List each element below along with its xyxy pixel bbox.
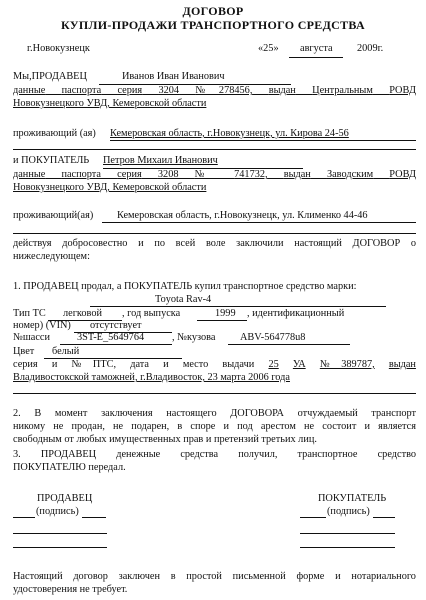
body-value: ABV-564778u8: [240, 332, 306, 343]
year-value: 1999: [215, 308, 236, 319]
buyer-residence-label: проживающий(ая): [13, 210, 94, 221]
buyer-sign-line-right: [373, 517, 395, 518]
buyer-residence-underline: [102, 222, 416, 223]
clause2-line1: 2. В момент заключения настоящего ДОГОВОРА отчуждаемый транспорт: [13, 408, 416, 419]
pts-line2: Владивостокской таможней, г.Владивосток, 23 марта 2006 года: [13, 372, 290, 383]
contract-date-day: «25»: [258, 43, 279, 54]
year-label: , год выпуска: [122, 308, 181, 319]
color-label: Цвет: [13, 346, 35, 357]
buyer-passport-line2: Новокузнецкого УВД, Кемеровской области: [13, 182, 207, 193]
seller-sign-line-right: [82, 517, 106, 518]
contract-city: г.Новокузнецк: [27, 43, 90, 54]
seller-prefix: Мы,ПРОДАВЕЦ: [13, 71, 87, 82]
buyer-name-line-2: [300, 547, 395, 548]
document-subtitle: КУПЛИ-ПРОДАЖИ ТРАНСПОРТНОГО СРЕДСТВА: [61, 18, 365, 32]
chassis-underline: [60, 344, 172, 345]
seller-sign-line-left: [13, 517, 35, 518]
seller-sign-label: ПРОДАВЕЦ: [37, 493, 93, 504]
date-month-underline: [289, 57, 343, 58]
clause1-intro: 1. ПРОДАВЕЦ продал, а ПОКУПАТЕЛЬ купил транспортное средство марки:: [13, 281, 357, 292]
acting-clause-line2: нижеследующем:: [13, 251, 90, 262]
seller-blank-line: [13, 149, 416, 150]
clause2-line3: свободным от любых имущественных прав и претензий третьих лиц.: [13, 434, 317, 445]
pts-line1: серия и №ПТС, дата и место выдачи 25 УА №389787, выдан: [13, 359, 416, 370]
pts-blank-line: [13, 393, 416, 394]
vin-label: номер) (VIN): [13, 320, 71, 331]
color-value: белый: [52, 346, 80, 357]
buyer-name-line-1: [300, 533, 395, 534]
year-underline: [197, 320, 247, 321]
buyer-name: Петров Михаил Иванович: [103, 155, 218, 166]
seller-passport-line2: Новокузнецкого УВД, Кемеровской области: [13, 98, 207, 109]
clause3-line2: ПОКУПАТЕЛЮ передал.: [13, 462, 126, 473]
clause2-line2: никому не продан, не подарен, в споре и под арестом не состоит и является: [13, 421, 416, 432]
clause3-line1: 3. ПРОДАВЕЦ денежные средства получил, транспортное средство: [13, 449, 417, 460]
chassis-label: №шасси: [13, 332, 50, 343]
acting-clause-line1: действуя добросовестно и по всей воле заключили настоящий ДОГОВОР о: [13, 238, 416, 249]
seller-residence-label: проживающий (ая): [13, 128, 96, 139]
vin-value: отсутствует: [90, 320, 142, 331]
seller-signature-caption: (подпись): [36, 506, 79, 517]
body-underline: [228, 344, 350, 345]
seller-name-line-1: [13, 533, 107, 534]
contract-date-year: 2009г.: [357, 43, 384, 54]
type-value: легковой: [63, 308, 103, 319]
buyer-residence: Кемеровская область, г.Новокузнецк, ул. Клименко 44-46: [117, 210, 368, 221]
seller-passport-line1: данные паспорта серия 3204 №278456, выдан Центральным РОВД: [13, 85, 416, 96]
buyer-sign-label: ПОКУПАТЕЛЬ: [318, 493, 387, 504]
contract-date-month: августа: [300, 43, 333, 54]
id-label: , идентификационный: [247, 308, 345, 319]
vehicle-make-underline: [90, 306, 386, 307]
seller-residence: Кемеровская область, г.Новокузнецк, ул. Кирова 24-56: [110, 128, 349, 139]
vehicle-make: Toyota Rav-4: [155, 294, 212, 305]
closing-line1: Настоящий договор заключен в простой письменной форме и нотариального: [13, 571, 416, 582]
buyer-blank-line: [13, 233, 416, 234]
body-label: , №кузова: [172, 332, 216, 343]
buyer-sign-line-left: [300, 517, 326, 518]
seller-name: Иванов Иван Иванович: [122, 71, 225, 82]
type-label: Тип ТС: [13, 308, 46, 319]
chassis-value: 3ST-E_5649764: [77, 332, 145, 343]
seller-name-line-2: [13, 547, 107, 548]
buyer-signature-caption: (подпись): [327, 506, 370, 517]
document-title: ДОГОВОР: [182, 4, 244, 18]
seller-residence-underline: [110, 140, 416, 141]
buyer-passport-line1: данные паспорта серия 3208 № 741732, выдан Заводским РОВД: [13, 169, 417, 180]
closing-line2: удостоверения не требует.: [13, 584, 128, 595]
buyer-prefix: и ПОКУПАТЕЛЬ: [13, 155, 90, 166]
